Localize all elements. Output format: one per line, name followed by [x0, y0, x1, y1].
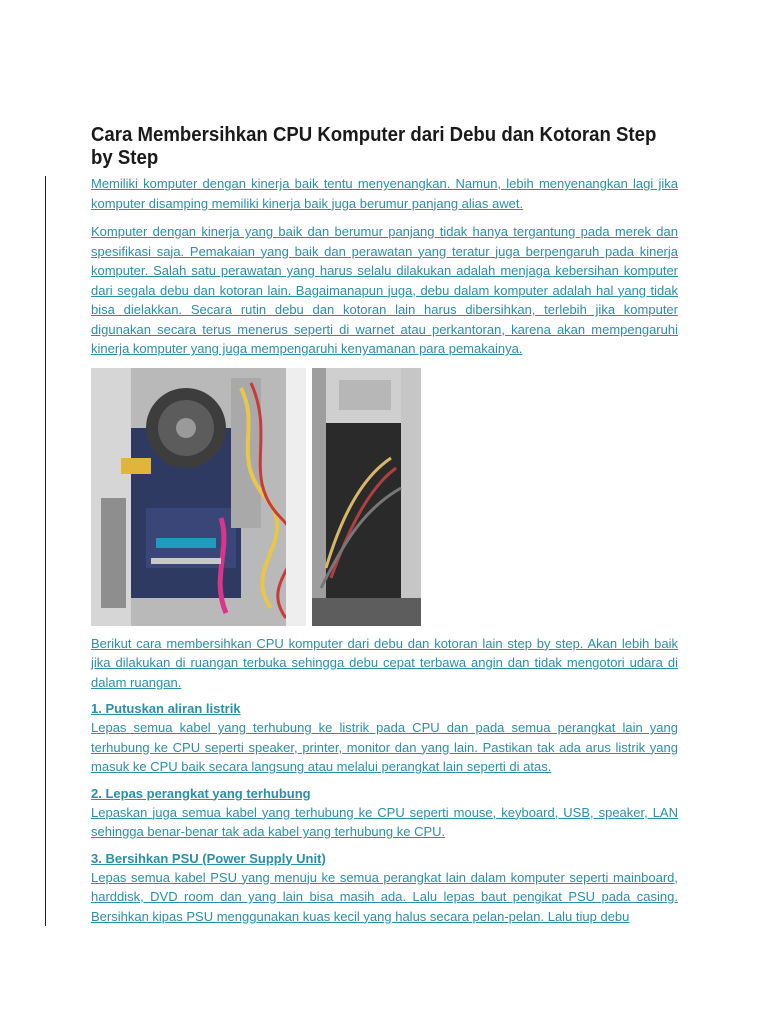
intro-paragraph-1[interactable]: Memiliki komputer dengan kinerja baik tentu menyenangkan. Namun, lebih menyenangkan lagi jika komputer disamping memiliki kinerja baik juga berumur panjang alias awet.: [91, 176, 678, 211]
article-title: Cara Membersihkan CPU Komputer dari Debu dan Kotoran Step by Step: [91, 124, 657, 169]
step-heading-3[interactable]: 3. Bersihkan PSU (Power Supply Unit): [91, 850, 326, 866]
step-body-2[interactable]: Lepaskan juga semua kabel yang terhubung ke CPU seperti mouse, keyboard, USB, speaker, LAN sehingga benar-benar tak ada kabel yang terhubung ke CPU.: [91, 804, 678, 839]
step-heading-1[interactable]: 1. Putuskan aliran listrik: [91, 701, 241, 716]
step-body-3[interactable]: Lepas semua kabel PSU yang menuju ke semua perangkat lain dalam komputer seperti mainboard, harddisk, DVD room dan yang lain bisa masih ada. Lalu lepas baut pengikat PSU pada casing. Bersihkan kipas PSU menggunakan kuas kecil yang halus secara pelan-pelan. Lalu tiup debu: [91, 869, 678, 924]
step-heading-2[interactable]: 2. Lepas perangkat yang terhubung: [91, 785, 311, 801]
margin-rule: [45, 176, 46, 926]
lead-paragraph[interactable]: Berikut cara membersihkan CPU komputer dari debu dan kotoran lain step by step. Akan lebih baik jika dilakukan di ruangan terbuka sehingga debu cepat terbawa angin dan tidak mengotori udara di dalam ruangan.: [91, 635, 678, 690]
cpu-interior-photo: [91, 368, 421, 626]
intro-paragraph-2[interactable]: Komputer dengan kinerja yang baik dan berumur panjang tidak hanya tergantung pada merek dan spesifikasi saja. Pemakaian yang baik dan perawatan yang teratur juga berpengaruh pada kinerja komputer. Salah satu perawatan yang harus selalu dilakukan adalah menjaga kebersihan komputer dari segala debu dan kotoran lain. Bagaimanapun juga, debu dalam komputer adalah hal yang tidak bisa dielakkan. Secara rutin debu dan kotoran lain harus dibersihkan, terlebih jika komputer digunakan secara terus menerus seperti di warnet atau perkantoran, karena akan mempengaruhi kinerja komputer yang juga mempengaruhi kenyamanan para pemakainya.: [91, 224, 678, 356]
article: [91, 124, 678, 934]
step-body-1[interactable]: Lepas semua kabel yang terhubung ke listrik pada CPU dan pada semua perangkat lain yang terhubung ke CPU seperti speaker, printer, monitor dan yang lain. Pastikan tak ada arus listrik yang masuk ke CPU baik secara langsung atau melalui perangkat lain seperti di atas.: [91, 720, 678, 774]
